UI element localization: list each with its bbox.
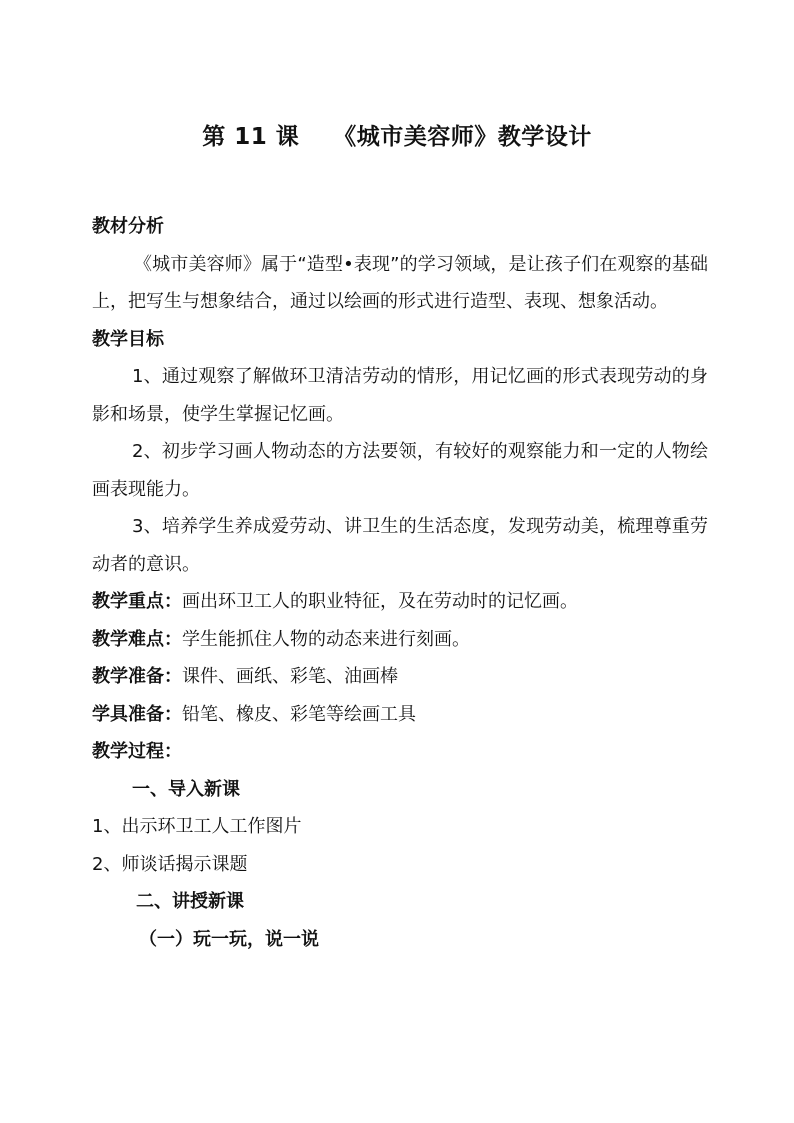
- material-analysis-paragraph: 《城市美容师》属于“造型•表现”的学习领域，是让孩子们在观察的基础上，把写生与想象结合，通过以绘画的形式进行造型、表现、想象活动。: [92, 253, 708, 312]
- section-heading-process: 教学过程：: [92, 741, 182, 762]
- process-part1-heading: 一、导入新课: [132, 778, 240, 800]
- objective-item-3: 3、培养学生养成爱劳动、讲卫生的生活态度，发现劳动美，梳理尊重劳动者的意识。: [92, 516, 708, 575]
- document-body: [92, 208, 708, 958]
- process-part2-sub1: （一）玩一玩，说一说: [139, 928, 319, 950]
- student-prep-line: [92, 696, 708, 734]
- section-heading-objectives: 教学目标: [92, 328, 164, 350]
- student-prep-text: 铅笔、橡皮、彩笔等绘画工具: [182, 703, 416, 725]
- difficulty-label: 教学难点：: [92, 628, 182, 650]
- document-title: 第 11 课 《城市美容师》教学设计: [202, 124, 592, 150]
- process-step-2: 2、师谈话揭示课题: [92, 853, 248, 875]
- student-prep-label: 学具准备：: [92, 703, 182, 725]
- difficulty-text: 学生能抓住人物的动态来进行刻画。: [182, 628, 470, 650]
- process-step-1: 1、出示环卫工人工作图片: [92, 816, 302, 837]
- process-part2-heading: 二、讲授新课: [136, 891, 244, 912]
- key-point-label: 教学重点：: [92, 591, 182, 612]
- objective-item-1: 1、通过观察了解做环卫清洁劳动的情形，用记忆画的形式表现劳动的身影和场景，使学生掌握记忆画。: [92, 366, 708, 425]
- section-heading-material-analysis: 教材分析: [92, 216, 164, 237]
- objective-item-2: 2、初步学习画人物动态的方法要领，有较好的观察能力和一定的人物绘画表现能力。: [92, 441, 708, 500]
- teacher-prep-text: 课件、画纸、彩笔、油画棒: [182, 666, 398, 687]
- teacher-prep-label: 教学准备：: [92, 666, 182, 687]
- key-point-text: 画出环卫工人的职业特征，及在劳动时的记忆画。: [182, 591, 578, 612]
- key-point-line: [92, 583, 708, 621]
- teacher-prep-line: [92, 658, 708, 696]
- difficulty-line: [92, 621, 708, 659]
